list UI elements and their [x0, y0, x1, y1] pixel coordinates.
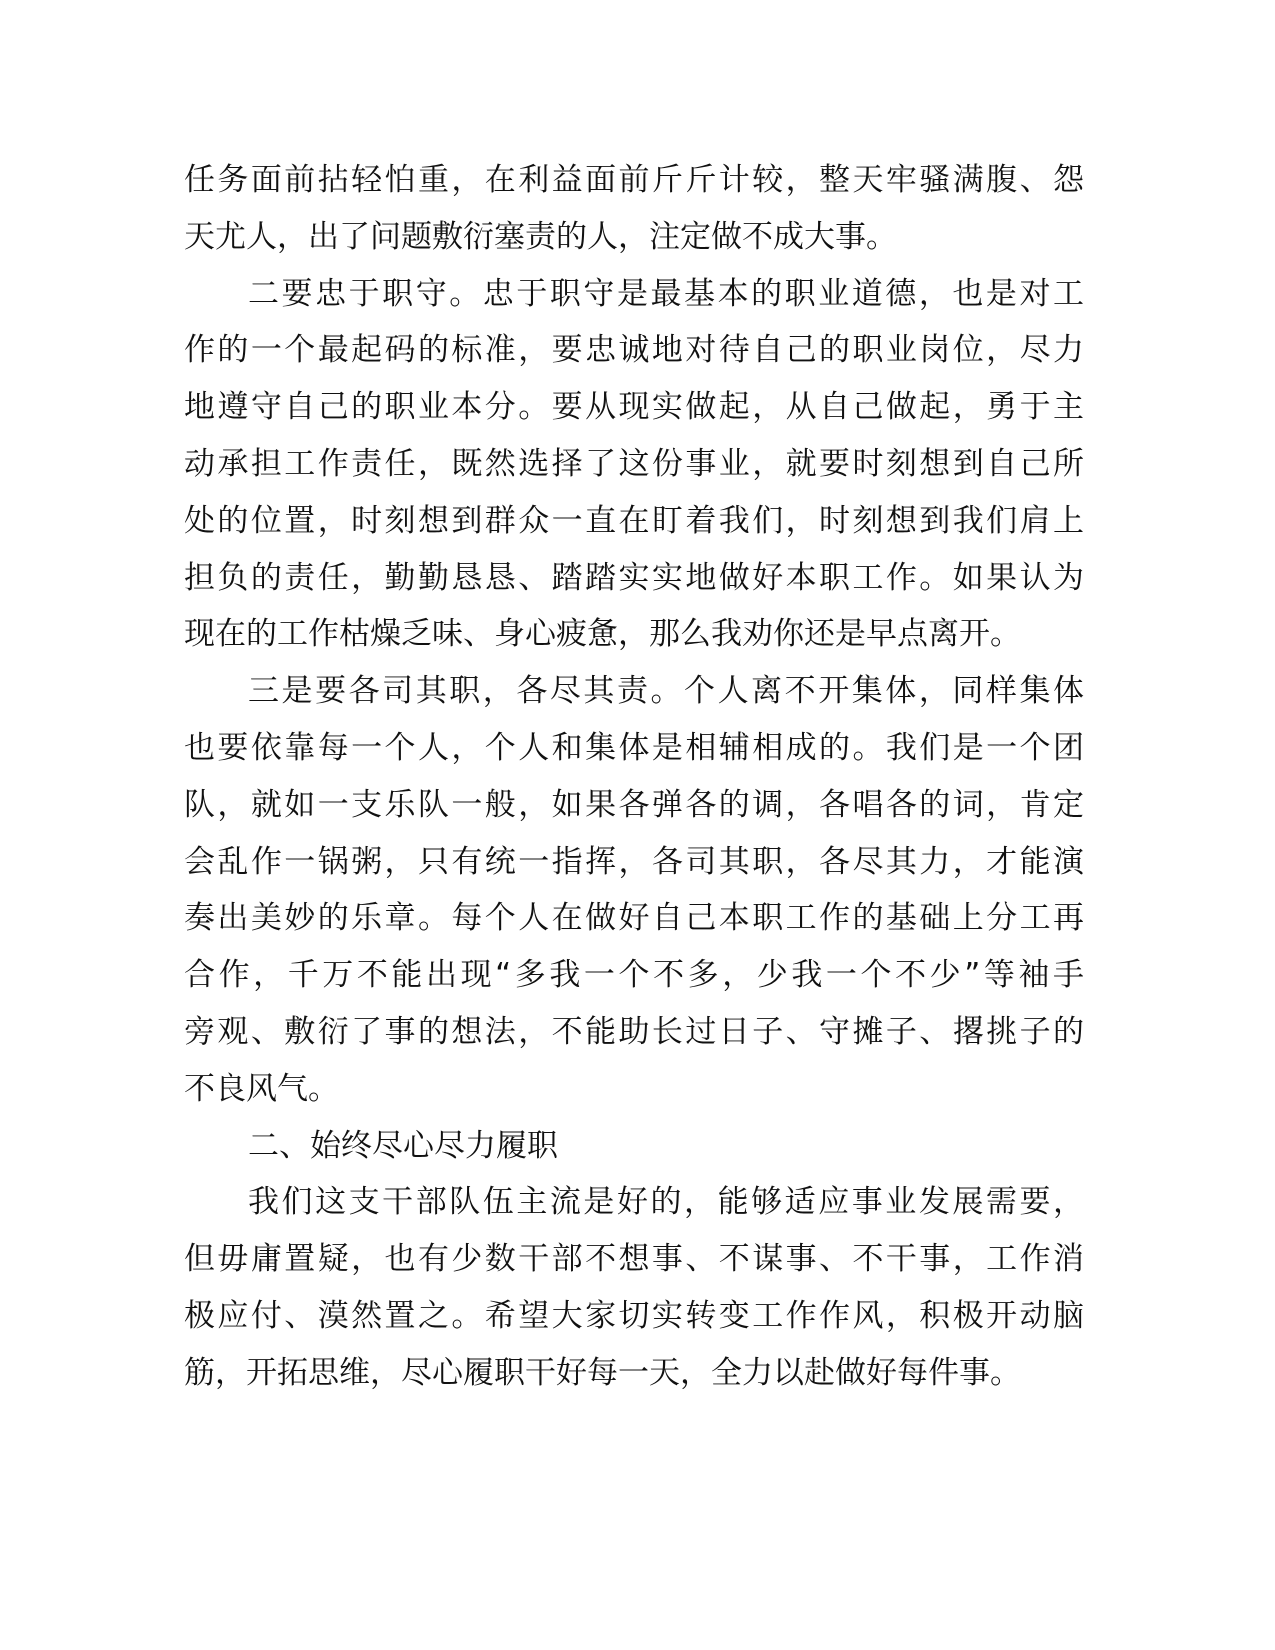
- text-line: 队，就如一支乐队一般，如果各弹各的调，各唱各的词，肯定: [184, 786, 1084, 823]
- text-line: 担负的责任，勤勤恳恳、踏踏实实地做好本职工作。如果认为: [184, 559, 1084, 596]
- text-line: 旁观、敷衍了事的想法，不能助长过日子、守摊子、撂挑子的: [184, 1013, 1084, 1050]
- text-line: 奏出美妙的乐章。每个人在做好自己本职工作的基础上分工再: [184, 900, 1084, 937]
- text-line: 不良风气。: [184, 1070, 339, 1107]
- text-line: 会乱作一锅粥，只有统一指挥，各司其职，各尽其力，才能演: [184, 843, 1084, 880]
- text-line: 极应付、漠然置之。希望大家切实转变工作作风，积极开动脑: [184, 1297, 1084, 1334]
- document-body: [184, 152, 1084, 1402]
- text-line: 动承担工作责任，既然选择了这份事业，就要时刻想到自己所: [184, 445, 1084, 482]
- paragraph: [184, 1174, 1084, 1401]
- heading-text: 二、始终尽心尽力履职: [248, 1127, 558, 1164]
- paragraph: [184, 266, 1084, 664]
- text-line: 作的一个最起码的标准，要忠诚地对待自己的职业岗位，尽力: [184, 332, 1084, 369]
- text-line: 也要依靠每一个人，个人和集体是相辅相成的。我们是一个团: [184, 729, 1084, 766]
- text-line: 任务面前拈轻怕重，在利益面前斤斤计较，整天牢骚满腹、怨: [184, 162, 1084, 198]
- text-line: 地遵守自己的职业本分。要从现实做起，从自己做起，勇于主: [184, 389, 1084, 426]
- text-line: 天尤人，出了问题敷衍塞责的人，注定做不成大事。: [184, 218, 897, 255]
- text-line: 处的位置，时刻想到群众一直在盯着我们，时刻想到我们肩上: [184, 502, 1084, 539]
- section-heading: [184, 1118, 1084, 1175]
- paragraph: [184, 152, 1084, 266]
- text-line: 三是要各司其职，各尽其责。个人离不开集体，同样集体: [248, 673, 1084, 710]
- text-line: 筋，开拓思维，尽心履职干好每一天，全力以赴做好每件事。: [184, 1354, 1021, 1391]
- text-line: 我们这支干部队伍主流是好的，能够适应事业发展需要，: [248, 1184, 1084, 1221]
- text-line: 现在的工作枯燥乏味、身心疲惫，那么我劝你还是早点离开。: [184, 616, 1021, 653]
- text-line: 二要忠于职守。忠于职守是最基本的职业道德，也是对工: [248, 275, 1084, 312]
- text-line: 合作，千万不能出现“多我一个不多，少我一个不少”等袖手: [184, 957, 1084, 994]
- text-line: 但毋庸置疑，也有少数干部不想事、不谋事、不干事，工作消: [184, 1241, 1084, 1278]
- paragraph: [184, 663, 1084, 1117]
